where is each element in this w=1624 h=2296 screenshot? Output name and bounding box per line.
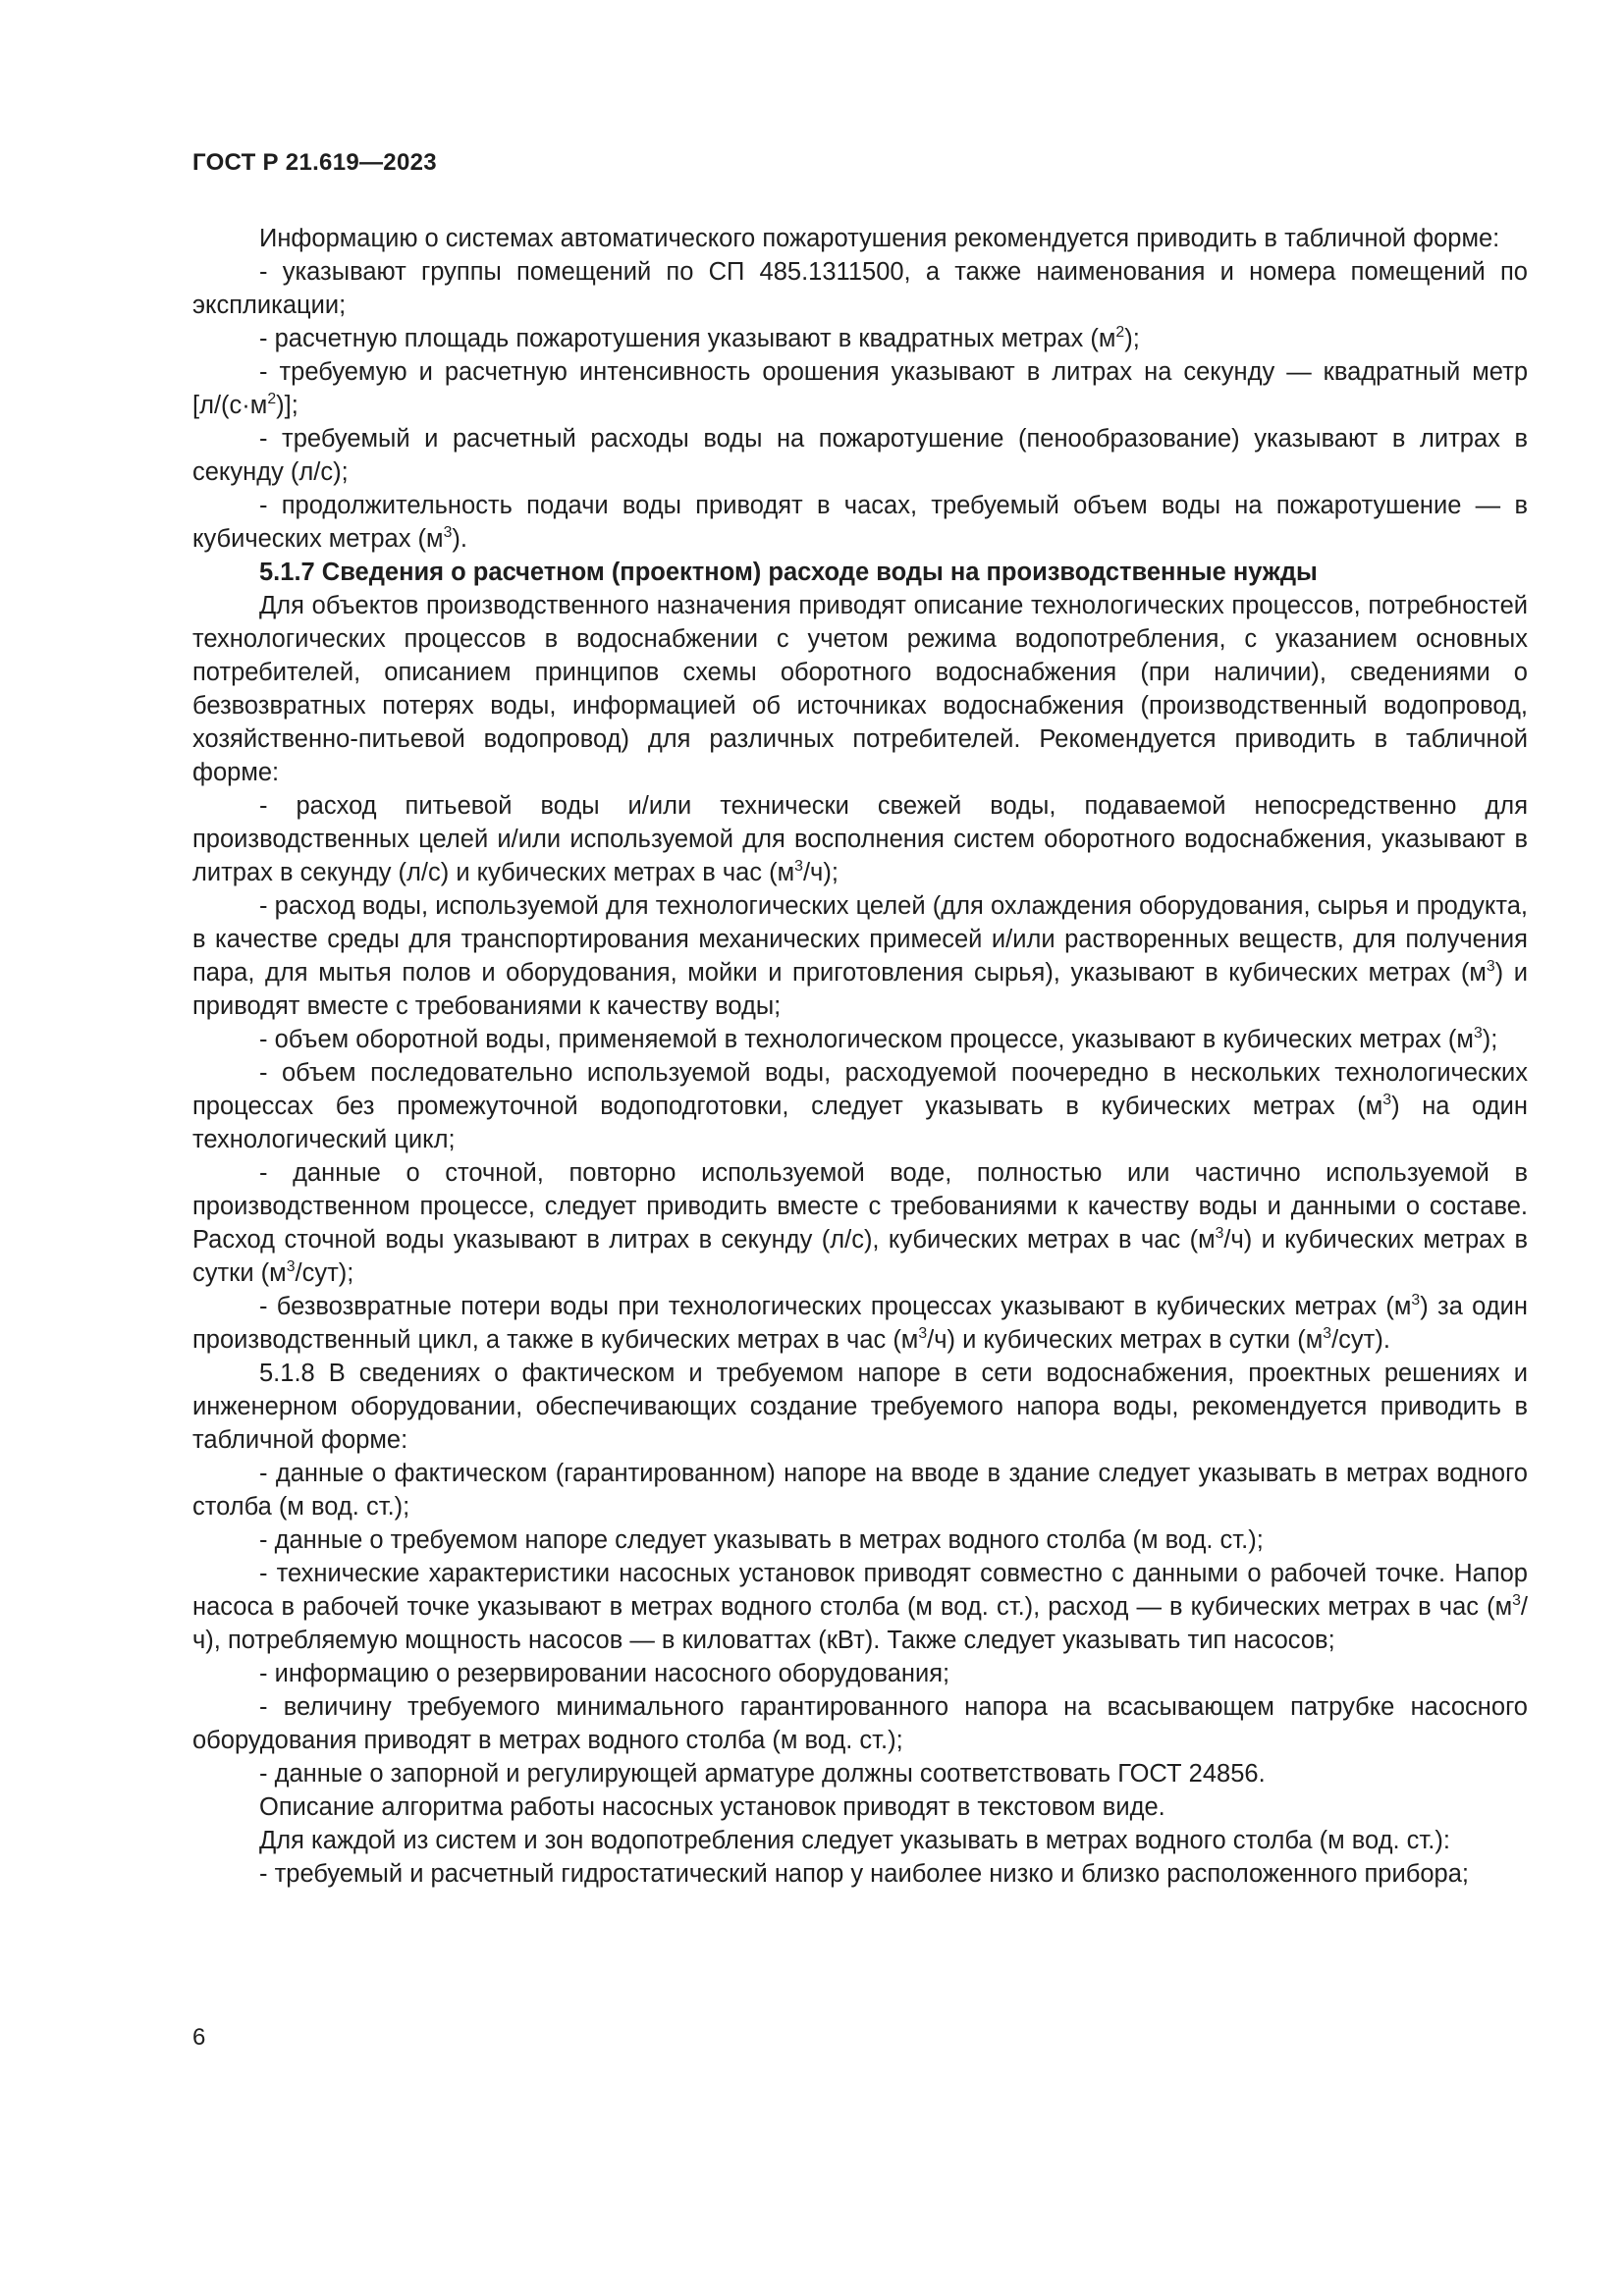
list-item: - безвозвратные потери воды при технологических процессах указывают в кубических метрах $(м^3)$ за один производственный цикл, а также в кубических метрах в час $(м^3/ч)$ и кубических метрах в сутки $(м^3/сут)$. — [192, 1292, 1528, 1354]
list-item: - расход воды, используемой для технологических целей (для охлаждения оборудования, сырья и продукта, в качестве среды для транспортирования механических примесей и/или растворенных веществ, для получения пара, для мытья полов и оборудования, мойки и приготовления сырья), указывают в кубических метрах $(м^3)$ и приводят вместе с требованиями к качеству воды; — [192, 892, 1528, 1020]
list-item: - расход питьевой воды и/или технически свежей воды, подаваемой непосредственно для производственных целей и/или используемой для восполнения систем оборотного водоснабжения, указывают в литрах в секунду (л/с) и кубических метрах в час $(м^3/ч)$; — [192, 792, 1528, 886]
list-item: - информацию о резервировании насосного оборудования; — [259, 1660, 950, 1687]
list-item: - продолжительность подачи воды приводят в часах, требуемый объем воды на пожаротушение — в кубических метрах $(м^3)$. — [192, 492, 1528, 553]
list-item: - технические характеристики насосных установок приводят совместно с данными о рабочей точке. Напор насоса в рабочей точке указывают в метрах водного столба (м вод. ст.), расход — в кубических метрах в час $(м^3/ч)$, потребляемую мощность насосов — в киловаттах (кВт). Также следует указывать тип насосов; — [192, 1560, 1528, 1654]
list-item: - объем последовательно используемой воды, расходуемой поочередно в нескольких технологических процессах без промежуточной водоподготовки, следует указывать в кубических метрах $(м^3)$ на один технологический цикл; — [192, 1059, 1528, 1153]
paragraph: Для объектов производственного назначения приводят описание технологических процессов, потребностей технологических процессов в водоснабжении с учетом режима водопотребления, с указанием основных потребителей, описанием принципов схемы оборотного водоснабжения (при наличии), сведениями о безвозвратных потерях воды, информацией об источниках водоснабжения (производственный водопровод, хозяйственно-питьевой водопровод) для различных потребителей. Рекомендуется приводить в табличной форме: — [192, 592, 1528, 786]
paragraph: Информацию о системах автоматического пожаротушения рекомендуется приводить в табличной форме: — [259, 225, 1500, 252]
list-item: - величину требуемого минимального гарантированного напора на всасывающем патрубке насосного оборудования приводят в метрах водного столба (м вод. ст.); — [192, 1693, 1528, 1754]
paragraph: 5.1.8 В сведениях о фактическом и требуемом напоре в сети водоснабжения, проектных решениях и инженерном оборудовании, обеспечивающих создание требуемого напора воды, рекомендуется приводить в табличной форме: — [192, 1360, 1528, 1454]
list-item: - данные о фактическом (гарантированном) напоре на вводе в здание следует указывать в метрах водного столба (м вод. ст.); — [192, 1460, 1528, 1521]
list-item: - объем оборотной воды, применяемой в технологическом процессе, указывают в кубических метрах $(м^3)$; — [259, 1025, 1498, 1053]
document-code-header: ГОСТ Р 21.619—2023 — [192, 149, 437, 176]
list-item: - данные о требуемом напоре следует указывать в метрах водного столба (м вод. ст.); — [259, 1526, 1264, 1554]
list-item: - указывают группы помещений по СП 485.1311500, а также наименования и номера помещений по экспликации; — [192, 258, 1528, 319]
list-item: - данные о запорной и регулирующей арматуре должны соответствовать ГОСТ 24856. — [259, 1760, 1266, 1788]
list-item: - требуемый и расчетный расходы воды на пожаротушение (пенообразование) указывают в литрах в секунду (л/с); — [192, 425, 1528, 486]
paragraph: Описание алгоритма работы насосных установок приводят в текстовом виде. — [259, 1793, 1165, 1821]
list-item: - требуемый и расчетный гидростатический напор у наиболее низко и близко расположенного прибора; — [259, 1860, 1469, 1888]
list-item: - данные о сточной, повторно используемой воде, полностью или частично используемой в производственном процессе, следует приводить вместе с требованиями к качеству воды и данными о составе. Расход сточной воды указывают в литрах в секунду (л/с), кубических метрах в час $(м^3/ч)$ и кубических метрах в сутки $(м^3/сут)$; — [192, 1159, 1528, 1287]
list-item: - расчетную площадь пожаротушения указывают в квадратных метрах $(м^2)$; — [259, 324, 1140, 352]
paragraph: Для каждой из систем и зон водопотребления следует указывать в метрах водного столба (м вод. ст.): — [259, 1827, 1450, 1854]
list-item: - требуемую и расчетную интенсивность орошения указывают в литрах на секунду — квадратный метр $[л/(с\cdot м^2)]$; — [192, 358, 1528, 419]
document-body — [192, 222, 1528, 1891]
page-number: 6 — [192, 2024, 206, 2051]
section-heading: 5.1.7 Сведения о расчетном (проектном) расходе воды на производственные нужды — [259, 559, 1318, 586]
